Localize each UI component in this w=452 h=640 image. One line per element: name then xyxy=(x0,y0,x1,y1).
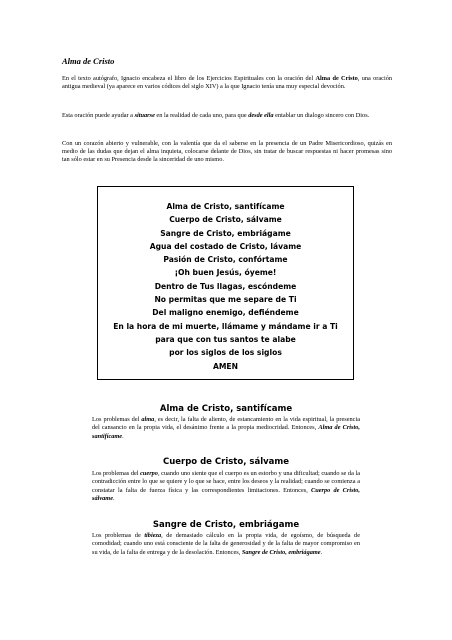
emphasis-text: Alma de Cristo, santifícame xyxy=(92,424,360,440)
text-run: , una oración antigua medieval (ya aparece en varios códices del siglo XIV) a la que Ignacio tenía una muy especial devoción. xyxy=(62,75,392,91)
text-run: Los problemas del xyxy=(92,416,142,423)
text-run: Los problemas de xyxy=(92,532,145,539)
text-run: Los problemas del xyxy=(92,470,141,477)
prayer-line: por los siglos de los siglos xyxy=(169,348,282,358)
emphasis-text: cuerpo xyxy=(140,470,158,477)
section-heading: Sangre de Cristo, embriágame xyxy=(152,520,300,530)
prayer-line: AMEN xyxy=(213,361,238,371)
prayer-line: En la hora de mi muerte, llámame y mándame ir a Ti xyxy=(113,321,338,331)
intro-paragraph-3: Con un corazón abierto y vulnerable, con la valentía que da el saberse en la presencia de un Padre Misericordioso, quizás en medio de las dudas que dejan el alma inquieta, colocarse delante de Dios, sin tratar de buscar respuestas ni hacer promesas sino tan sólo estar en su Presencia desde la sinceridad de uno mismo. xyxy=(62,140,392,164)
prayer-line: ¡Oh buen Jesús, óyeme! xyxy=(174,268,277,278)
intro-paragraph-2 xyxy=(62,112,392,120)
text-run: , cuando uno siente que el cuerpo es un estorbo y una dificultad; cuando se da la contradicción entre lo que se quiere y lo que se hace, entre los deseos y la realidad; cuando se comienza a constatar la falta de fuerza física y las correspondientes limitaciones. Entonces, xyxy=(92,470,360,494)
prayer-line: No permitas que me separe de Ti xyxy=(154,295,297,305)
section-text xyxy=(92,470,360,504)
section-heading: Alma de Cristo, santifícame xyxy=(159,404,293,414)
text-run: . xyxy=(113,495,115,503)
text-run: , es decir, la falta de aliento, de estancamiento en la vida espiritual, la presencia del cansancio en la propia vida, el desánimo frente a la propia mediocridad. Entonces, xyxy=(92,416,360,432)
emphasis-text: situarse xyxy=(134,112,155,119)
emphasis-text: desde ella xyxy=(248,112,274,119)
prayer-line: Sangre de Cristo, embriágame xyxy=(160,228,291,238)
emphasis-text: alma xyxy=(141,416,155,423)
text-run: . xyxy=(320,548,323,556)
prayer-line: Cuerpo de Cristo, sálvame xyxy=(169,215,282,225)
prayer-line: Agua del costado de Cristo, lávame xyxy=(149,241,302,251)
prayer-line: Pasión de Cristo, confórtame xyxy=(163,255,288,265)
prayer-line: Del maligno enemigo, defiéndeme xyxy=(152,308,299,318)
emphasis-text: Cuerpo de Cristo, sálvame xyxy=(92,486,360,503)
text-run: entablar un dialogo sincero con Dios. xyxy=(273,112,370,119)
prayer-line: Dentro de Tus llagas, escóndeme xyxy=(154,281,297,291)
emphasis-text: Sangre de Cristo, embriágame xyxy=(241,548,321,556)
text-run: , de demasiado cálculo en la propia vida, de egoísmo, de búsqueda de comodidad; cuando uno está consciente de la falta de generosidad y de la falta de mayor compromiso en su vida, de la falta de entrega y de la desolación. Entonces, xyxy=(92,532,361,556)
text-run: en la realidad de cada uno, para que xyxy=(154,112,249,119)
section-heading: Cuerpo de Cristo, sálvame xyxy=(162,457,290,467)
text-run: Esta oración puede ayudar a xyxy=(62,112,135,119)
text-run: En el texto autógrafo, Ignacio encabeza el libro de los Ejercicios Espirituales con la oración del xyxy=(62,75,316,82)
section-text xyxy=(92,416,360,441)
prayer-box xyxy=(97,186,354,380)
prayer-line: para que con tus santos te alabe xyxy=(155,334,296,344)
intro-paragraph-1 xyxy=(62,75,392,91)
section-text xyxy=(92,532,360,557)
emphasis-text: tibieza xyxy=(144,532,162,539)
document-title: Alma de Cristo xyxy=(62,56,115,66)
emphasis-text: Alma de Cristo xyxy=(315,75,358,82)
text-run: . xyxy=(122,432,124,440)
prayer-line: Alma de Cristo, santifícame xyxy=(166,202,285,211)
